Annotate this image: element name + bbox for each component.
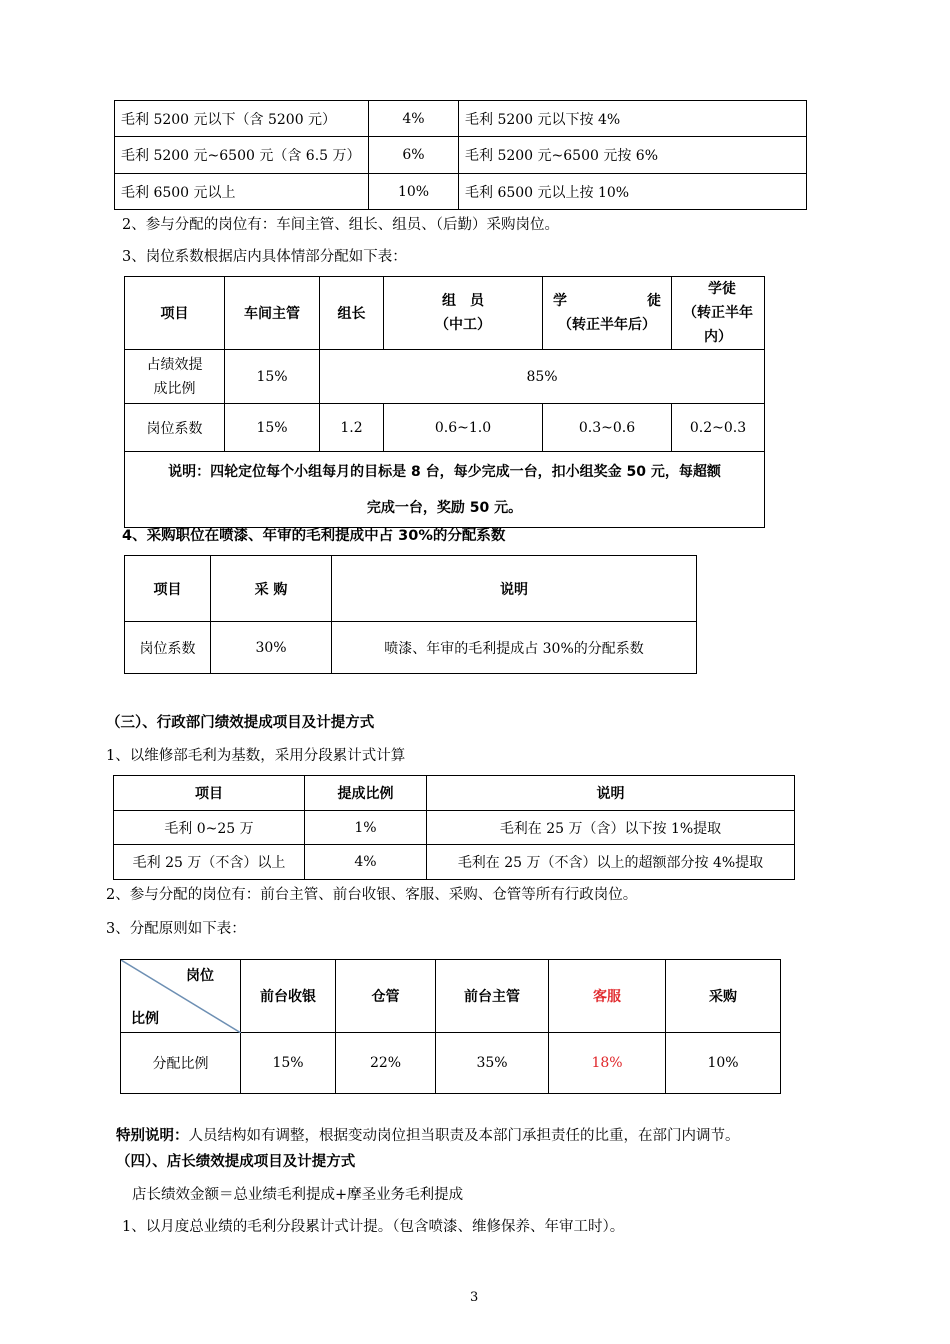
header-item: 项目 [114,776,305,811]
member-coefficient: 0.6~1.0 [384,404,543,452]
section-4-paragraph-1: 1、以月度总业绩的毛利分段累计式计提。（包含喷漆、维修保养、年审工时）。 [122,1219,625,1235]
rate-cell: 4% [305,845,427,880]
purchase-heading: 4、采购职位在喷漆、年审的毛利提成中占 30%的分配系数 [122,528,506,544]
section-3-paragraph-3: 3、分配原则如下表： [106,921,246,937]
header-row [121,960,781,1033]
header-warehouse: 仓管 [336,960,436,1033]
table-row [114,811,795,845]
item-cell: 毛利 25 万（不含）以上 [114,845,305,880]
section-4-title: （四）、店长绩效提成项目及计提方式 [116,1154,356,1170]
special-note-label: 特别说明： [116,1128,189,1144]
header-team-member [384,277,543,350]
header-description: 说明 [332,556,697,622]
table-row [115,101,807,137]
note-cell [125,452,765,528]
rate-cell: 1% [305,811,427,845]
front-desk-manager-value: 35% [436,1033,549,1094]
section-4-formula: 店长绩效金额＝总业绩毛利提成+摩圣业务毛利提成 [132,1187,464,1203]
table-row [125,622,697,674]
note-line2: 完成一台，奖励 50 元。 [366,499,523,516]
leader-coefficient: 1.2 [320,404,384,452]
header-row [114,776,795,811]
header-cashier: 前台收银 [241,960,336,1033]
row-label: 分配比例 [121,1033,241,1094]
header-workshop-manager: 车间主管 [225,277,320,350]
position-coefficient-table [124,276,765,528]
header-description: 说明 [427,776,795,811]
header-apprentice-after-line2: （转正半年后） [558,317,656,333]
page-number: 3 [470,1290,479,1305]
table-row [115,137,807,174]
desc-cell: 毛利 5200 元以下按 4% [459,101,807,137]
range-cell: 毛利 5200 元~6500 元（含 6.5 万） [115,137,369,174]
manager-share: 15% [225,350,320,404]
rate-cell: 6% [369,137,459,174]
note-row [125,452,765,528]
header-row [125,277,765,350]
table-row [115,174,807,210]
header-apprentice-after-a: 学 [553,293,567,309]
header-row [125,556,697,622]
coefficient-intro: 3、岗位系数根据店内具体情部分配如下表： [122,249,407,265]
header-member-line1: 组 员 [442,293,484,309]
table-row [125,404,765,452]
others-share: 85% [320,350,765,404]
header-team-leader: 组长 [320,277,384,350]
apprentice-after-coefficient: 0.3~0.6 [543,404,672,452]
row-label-share-line2: 成比例 [153,380,196,397]
item-cell: 毛利 0~25 万 [114,811,305,845]
range-cell: 毛利 5200 元以下（含 5200 元） [115,101,369,137]
allocation-table [120,959,781,1094]
diagonal-header [121,960,241,1033]
header-member-line2: （中工） [435,317,491,333]
section-3-title: （三）、行政部门绩效提成项目及计提方式 [106,715,375,731]
header-apprentice-within-b: 徒 [722,281,736,297]
diagonal-top-label: 岗位 [186,968,214,984]
purchase-value: 30% [211,622,332,674]
table-row [114,845,795,880]
special-note-text: 人员结构如有调整，根据变动岗位担当职责及本部门承担责任的比重，在部门内调节。 [188,1128,740,1144]
header-purchase: 采购 [666,960,781,1033]
special-note [116,1124,740,1145]
warehouse-value: 22% [336,1033,436,1094]
gross-profit-rate-table [114,100,807,210]
note-line1: 说明：四轮定位每个小组每月的目标是 8 台，每少完成一台，扣小组奖金 50 元，每超额 [168,463,721,480]
header-apprentice-after [543,277,672,350]
row-label: 岗位系数 [125,622,211,674]
roles-paragraph: 2、参与分配的岗位有：车间主管、组长、组员、（后勤）采购岗位。 [122,217,559,233]
purchase-coefficient-table [124,555,697,674]
apprentice-within-coefficient: 0.2~0.3 [672,404,765,452]
rate-cell: 4% [369,101,459,137]
section-3-paragraph-2: 2、参与分配的岗位有：前台主管、前台收银、客服、采购、仓管等所有行政岗位。 [106,887,638,903]
header-apprentice-within-line2: （转正半年内） [683,305,753,345]
rate-cell: 10% [369,174,459,210]
row-label-coefficient: 岗位系数 [125,404,225,452]
section-3-paragraph-1: 1、以维修部毛利为基数，采用分段累计式计算 [106,748,406,764]
range-cell: 毛利 6500 元以上 [115,174,369,210]
header-purchase: 采 购 [211,556,332,622]
row-label-share-line1: 占绩效提 [146,356,203,373]
header-rate: 提成比例 [305,776,427,811]
diagonal-bottom-label: 比例 [131,1011,159,1027]
admin-rate-table [113,775,795,880]
purchase-description: 喷漆、年审的毛利提成占 30%的分配系数 [332,622,697,674]
cashier-value: 15% [241,1033,336,1094]
table-row [121,1033,781,1094]
header-item: 项目 [125,556,211,622]
header-apprentice-within-a: 学 [708,281,722,297]
desc-cell: 毛利在 25 万（含）以下按 1%提取 [427,811,795,845]
header-apprentice-within [672,277,765,350]
desc-cell: 毛利在 25 万（不含）以上的超额部分按 4%提取 [427,845,795,880]
header-apprentice-after-b: 徒 [647,293,661,309]
manager-coefficient: 15% [225,404,320,452]
desc-cell: 毛利 6500 元以上按 10% [459,174,807,210]
table-row [125,350,765,404]
header-customer-service: 客服 [549,960,666,1033]
header-front-desk-manager: 前台主管 [436,960,549,1033]
desc-cell: 毛利 5200 元~6500 元按 6% [459,137,807,174]
customer-service-value: 18% [549,1033,666,1094]
row-label-share [125,350,225,404]
purchase-value: 10% [666,1033,781,1094]
header-item: 项目 [125,277,225,350]
